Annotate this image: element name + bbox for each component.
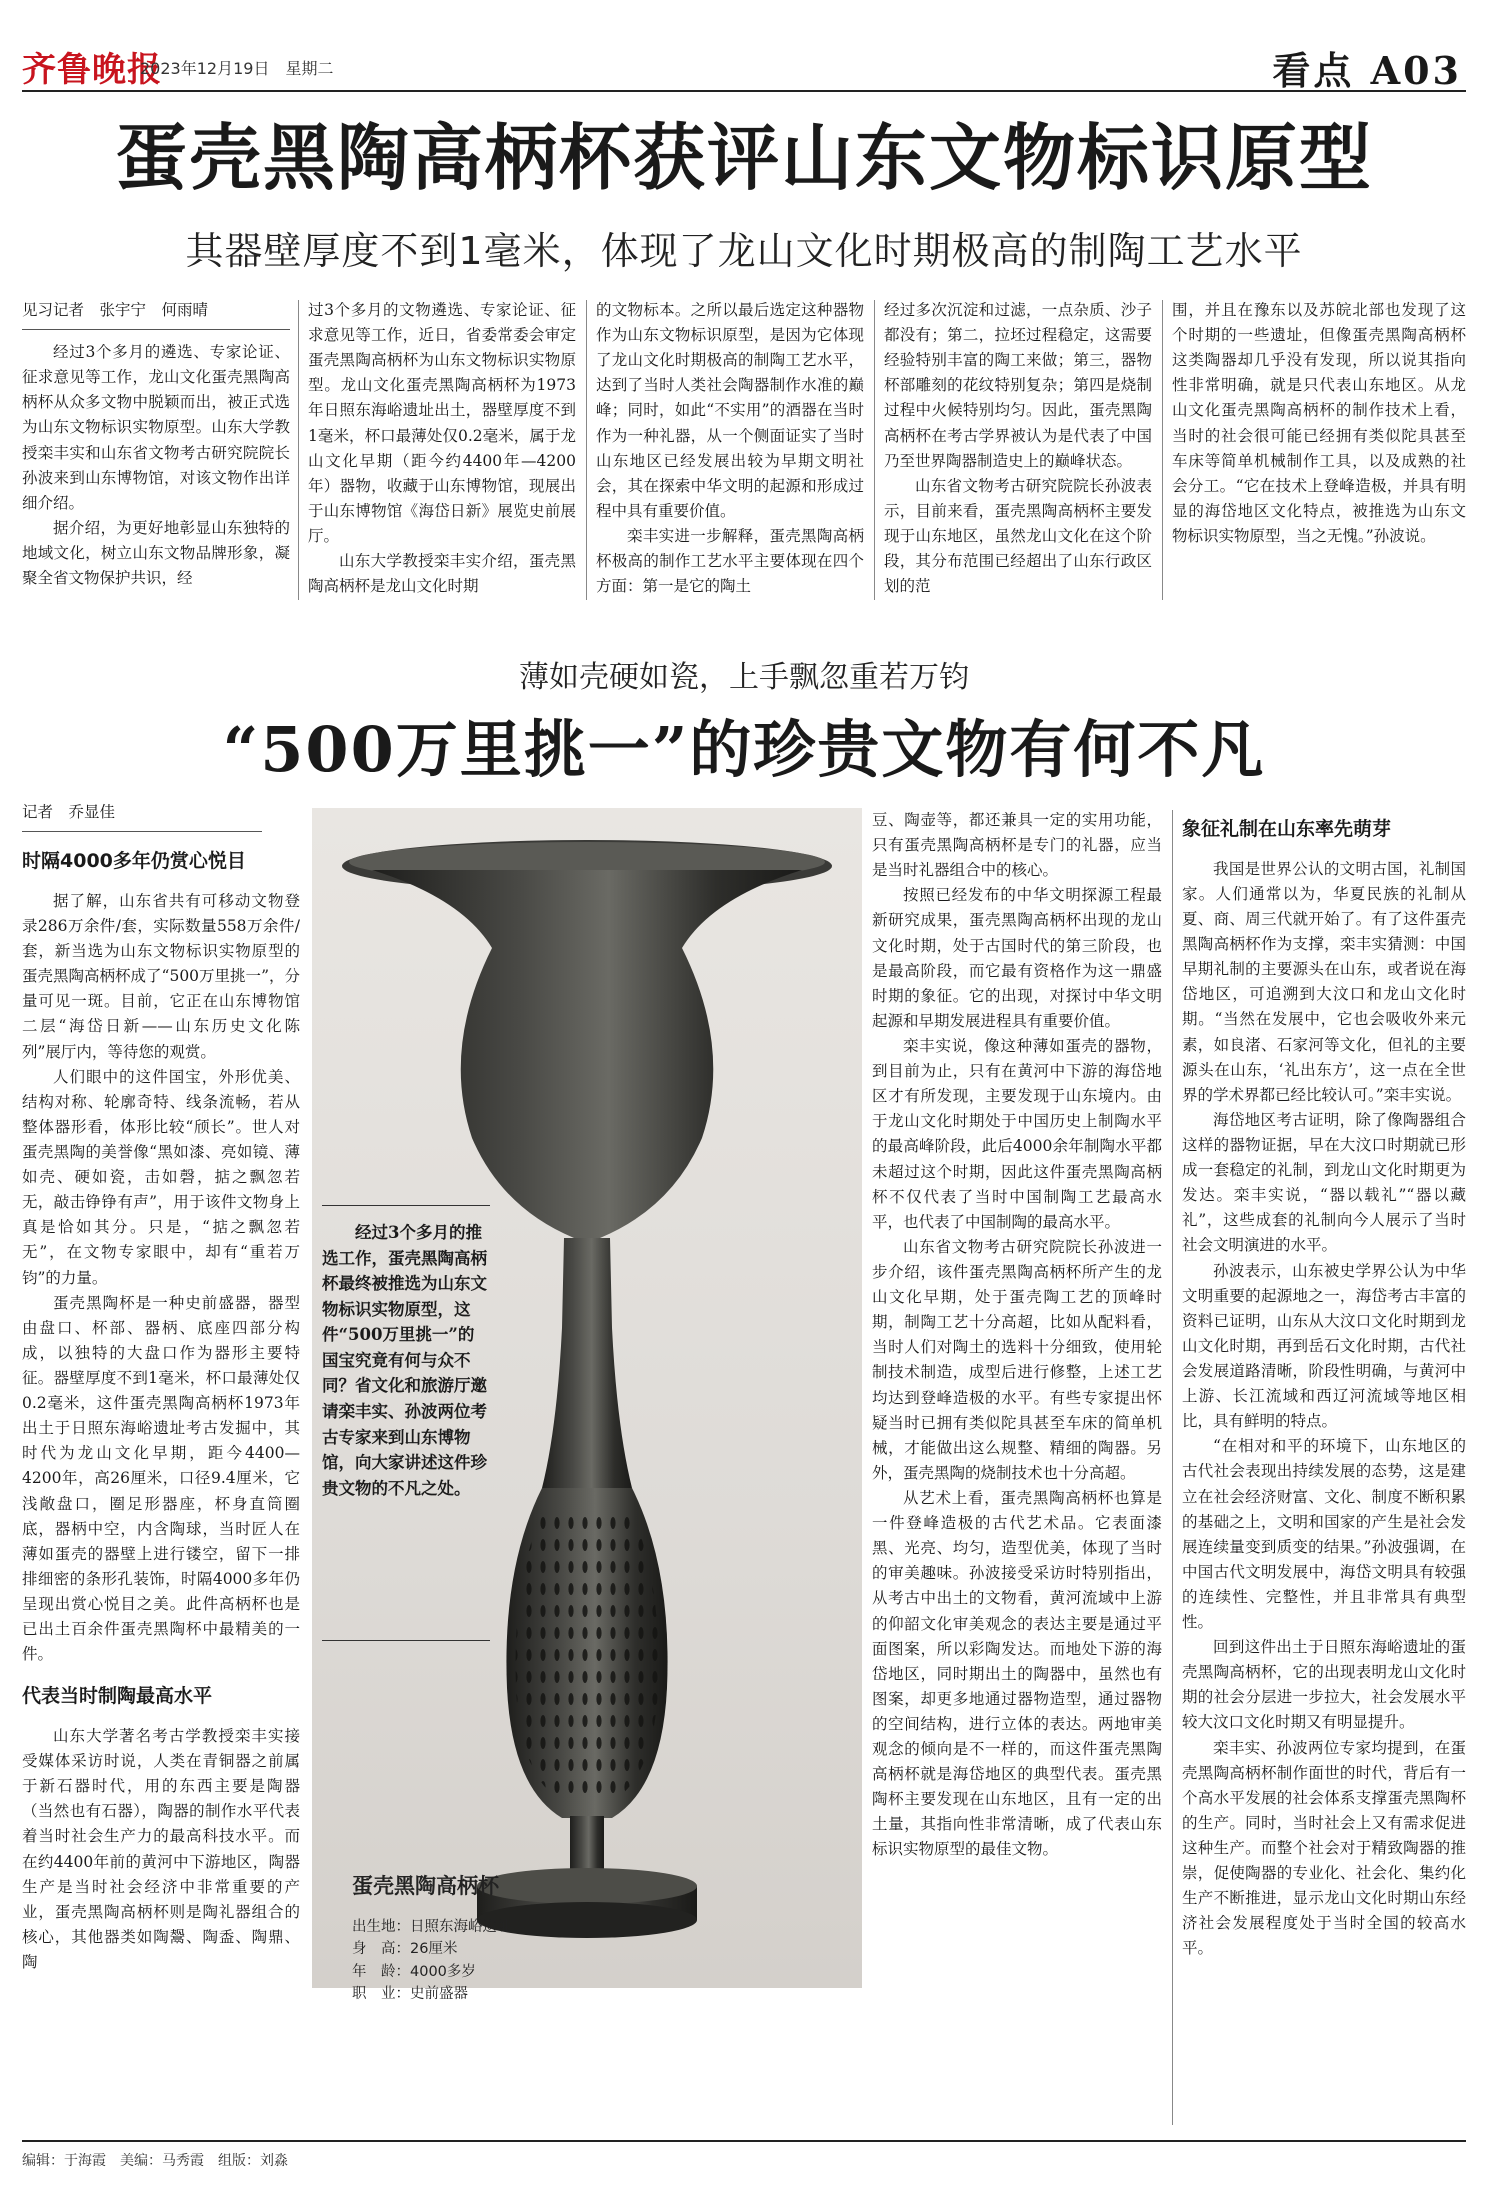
paragraph: “在相对和平的环境下，山东地区的古代社会表现出持续发展的态势，这是建立在社会经济财富、文化、制度不断积累的基础之上，文明和国家的产生是社会发展连续量变到质变的结果。”孙波强调，在中国古代文明发展中，海岱文明具有较强的连续性、完整性，并且非常具有典型性。 xyxy=(1182,1437,1466,1632)
artifact-info-row: 出生地：日照东海峪遗址 xyxy=(352,1919,512,1935)
photo-caption-box xyxy=(322,1205,490,1641)
paragraph: 据介绍，为更好地彰显山东独特的地域文化，树立山东文物品牌形象，凝聚全省文物保护共识，经 xyxy=(22,518,290,588)
paragraph: 蛋壳黑陶杯是一种史前盛器，器型由盘口、杯部、器柄、底座四部分构成，以独特的大盘口作为器形主要特征。器壁厚度不到1毫米，杯口最薄处仅0.2毫米，这件蛋壳黑陶高柄杯1973年出土于日照东海峪遗址考古发掘中，其时代为龙山文化早期，距今4400—4200年，高26厘米，口径9.4厘米，它浅敞盘口，圈足形器座，杯身直筒圈底，器柄中空，内含陶球，当时匠人在薄如蛋壳的器壁上进行镂空，留下一排排细密的条形孔装饰，时隔4000多年仍呈现出赏心悦目之美。此件高柄杯也是已出土百余件蛋壳黑陶杯中最精美的一件。 xyxy=(22,1293,300,1664)
story1-byline: 见习记者 张宇宁 何雨晴 xyxy=(22,298,290,330)
newspaper-logo: 齐鲁晚报 xyxy=(22,50,162,90)
masthead xyxy=(22,40,1466,92)
story2-kicker: 薄如壳硬如瓷，上手飘忽重若万钧 xyxy=(519,660,969,695)
paragraph: 按照已经发布的中华文明探源工程最新研究成果，蛋壳黑陶高柄杯出现的龙山文化时期，处于古国时代的第三阶段，也是最高阶段，而它最有资格作为这一鼎盛时期的象征。它的出现，对探讨中华文明起源和早期发展进程具有重要价值。 xyxy=(872,886,1162,1030)
paragraph: 过3个多月的文物遴选、专家论证、征求意见等工作，近日，省委常委会审定蛋壳黑陶高柄杯为山东文物标识实物原型。龙山文化蛋壳黑陶高柄杯为1973年日照东海峪遗址出土，器壁厚度不到1毫米，杯口最薄处仅0.2毫米，属于龙山文化早期（距今约4400年—4200年）器物，收藏于山东博物馆，现展出于山东博物馆《海岱日新》展览史前展厅。 xyxy=(308,301,576,545)
paragraph: 经过多次沉淀和过滤，一点杂质、沙子都没有；第二，拉坯过程稳定，这需要经验特别丰富的陶工来做；第三，器物杯部雕刻的花纹特别复杂；第四是烧制过程中火候特别均匀。因此，蛋壳黑陶高柄杯在考古学界被认为是代表了中国乃至世界陶器制造史上的巅峰状态。 xyxy=(884,301,1152,470)
paragraph: 经过3个多月的遴选、专家论证、征求意见等工作，龙山文化蛋壳黑陶高柄杯从众多文物中脱颖而出，被正式选为山东文物标识实物原型。山东大学教授栾丰实和山东省文物考古研究院院长孙波来到山东博物馆，对该文物作出详细介绍。 xyxy=(22,343,290,512)
paragraph: 我国是世界公认的文明古国，礼制国家。人们通常以为，华夏民族的礼制从夏、商、周三代就开始了。有了这件蛋壳黑陶高柄杯作为支撑，栾丰实猜测：中国早期礼制的主要源头在山东，或者说在海岱地区，可追溯到大汶口和龙山文化时期。“当然在发展中，它也会吸收外来元素，如良渚、石家河等文化，但礼的主要源头在山东，‘礼出东方’，这一点在全世界的学术界都已经比较认可。”栾丰实说。 xyxy=(1182,859,1466,1104)
column-divider xyxy=(874,300,875,600)
paragraph: 山东大学著名考古学教授栾丰实接受媒体采访时说，人类在青铜器之前属于新石器时代，用的东西主要是陶器（当然也有石器），陶器的制作水平代表着当时社会生产力的最高科技水平。而在约4400年前的黄河中下游地区，陶器生产是当时社会经济中非常重要的产业，蛋壳黑陶高柄杯则是陶礼器组合的核心，其他器类如陶鬶、陶盉、陶鼎、陶 xyxy=(22,1727,300,1972)
paragraph: 围，并且在豫东以及苏皖北部也发现了这个时期的一些遗址，但像蛋壳黑陶高柄杯这类陶器却几乎没有发现，所以说其指向性非常明确，就是只代表山东地区。从龙山文化蛋壳黑陶高柄杯的制作技术上看，当时的社会很可能已经拥有类似陀具甚至车床等简单机械制作工具，以及成熟的社会分工。“它在技术上登峰造极，并具有明显的海岱地区文化特点，被推选为山东文物标识实物原型，当之无愧。”孙波说。 xyxy=(1172,301,1466,545)
column-divider xyxy=(298,300,299,600)
paragraph: 豆、陶壶等，都还兼具一定的实用功能，只有蛋壳黑陶高柄杯是专门的礼器，应当是当时礼器组合中的核心。 xyxy=(872,811,1162,880)
artifact-info-row: 年 龄：4000多岁 xyxy=(352,1963,476,1980)
column-divider xyxy=(1162,300,1163,600)
caption-text: 经过3个多月的推选工作，蛋壳黑陶高柄杯最终被推选为山东文物标识实物原型，这件“500万里挑一”的国宝究竟有何与众不同？省文化和旅游厅邀请栾丰实、孙波两位考古专家来到山东博物馆，向大家讲述这件珍贵文物的不凡之处。 xyxy=(322,1223,487,1498)
artifact-info xyxy=(352,1870,612,2006)
story1-column-4 xyxy=(884,298,1152,599)
paragraph: 回到这件出土于日照东海峪遗址的蛋壳黑陶高柄杯，它的出现表明龙山文化时期的社会分层进一步拉大，社会发展水平较大汶口文化时期又有明显提升。 xyxy=(1182,1638,1466,1732)
story2-byline: 记者 乔显佳 xyxy=(22,800,262,832)
paragraph: 山东省文物考古研究院院长孙波进一步介绍，该件蛋壳黑陶高柄杯所产生的龙山文化早期，处于蛋壳陶工艺的顶峰时期，制陶工艺十分高超，比如从配料看，当时人们对陶土的选料十分细致，使用轮制技术制造，成型后进行修整，上述工艺均达到登峰造极的水平。有些专家提出怀疑当时已拥有类似陀具甚至车床的简单机械，才能做出这么规整、精细的陶器。另外，蛋壳黑陶的烧制技术也十分高超。 xyxy=(872,1237,1162,1482)
story2-middle-column xyxy=(872,808,1162,1863)
paragraph: 山东大学教授栾丰实介绍，蛋壳黑陶高柄杯是龙山文化时期 xyxy=(308,552,576,596)
paragraph: 栾丰实说，像这种薄如蛋壳的器物，到目前为止，只有在黄河中下游的海岱地区才有所发现，主要发现于山东境内。由于龙山文化时期处于中国历史上制陶水平的最高峰阶段，此后4000余年制陶水平都未超过这个时期，因此这件蛋壳黑陶高柄杯不仅代表了当时中国制陶工艺最高水平，也代表了中国制陶的最高水平。 xyxy=(872,1036,1162,1231)
story1-column-1 xyxy=(22,298,290,591)
column-divider xyxy=(1172,810,1173,2125)
story2-headline: “500万里挑一”的珍贵文物有何不凡 xyxy=(222,713,1266,786)
page-footer: 编辑：于海霞 美编：马秀霞 组版：刘淼 xyxy=(22,2140,1466,2170)
paragraph: 孙波表示，山东被史学界公认为中华文明重要的起源地之一，海岱考古丰富的资料已证明，山东从大汶口文化时期到龙山文化时期，再到岳石文化时期，古代社会发展道路清晰，阶段性明确，与黄河中上游、长江流域和西辽河流域等地区相比，具有鲜明的特点。 xyxy=(1182,1261,1466,1431)
page-section: 看点 A03 xyxy=(1272,48,1462,93)
paragraph: 栾丰实进一步解释，蛋壳黑陶高柄杯极高的制作工艺水平主要体现在四个方面：第一是它的陶土 xyxy=(596,526,864,596)
artifact-info-row: 职 业：史前盛器 xyxy=(352,1986,468,2003)
story1-subhead: 其器壁厚度不到1毫米，体现了龙山文化时期极高的制陶工艺水平 xyxy=(185,229,1303,273)
paragraph: 人们眼中的这件国宝，外形优美、结构对称、轮廓奇特、线条流畅，若从整体器形看，体形比较“颀长”。世人对蛋壳黑陶的美誉像“黑如漆、亮如镜、薄如壳、硬如瓷，击如磬，掂之飘忽若无，敲击铮铮有声”，用于该件文物身上真是恰如其分。只是，“掂之飘忽若无”，在文物专家眼中，却有“重若万钧”的力量。 xyxy=(22,1067,300,1287)
story1-column-3 xyxy=(596,298,864,599)
paragraph: 的文物标本。之所以最后选定这种器物作为山东文物标识原型，是因为它体现了龙山文化时期极高的制陶工艺水平，达到了当时人类社会陶器制作水准的巅峰；同时，如此“不实用”的酒器在当时作为一种礼器，从一个侧面证实了当时山东地区已经发展出较为早期文明社会，其在探索中华文明的起源和形成过程中具有重要价值。 xyxy=(596,301,864,520)
paragraph: 据了解，山东省共有可移动文物登录286万余件/套，实际数量558万余件/套，新当选为山东文物标识实物原型的蛋壳黑陶高柄杯成了“500万里挑一”，分量可见一斑。目前，它正在山东博物馆二层“海岱日新——山东历史文化陈列”展厅内，等待您的观赏。 xyxy=(22,891,300,1061)
paragraph: 从艺术上看，蛋壳黑陶高柄杯也算是一件登峰造极的古代艺术品。它表面漆黑、光亮、均匀，造型优美，体现了当时的审美趣味。孙波接受采访时特别指出，从考古中出土的文物看，黄河流域中上游的仰韶文化审美观念的表达主要是通过平面图案，所以彩陶发达。而地处下游的海岱地区，同时期出土的陶器中，虽然也有图案，却更多地通过器物造型，通过器物的空间结构，进行立体的表达。两地审美观念的倾向是不一样的，而这件蛋壳黑陶高柄杯就是海岱地区的典型代表。蛋壳黑陶杯主要发现在山东地区，且有一定的出土量，其指向性非常清晰，成了代表山东标识实物原型的最佳文物。 xyxy=(872,1488,1162,1859)
story1-column-2 xyxy=(308,298,576,599)
subheading: 象征礼制在山东率先萌芽 xyxy=(1182,818,1392,840)
subheading: 代表当时制陶最高水平 xyxy=(22,1685,213,1708)
subheading: 时隔4000多年仍赏心悦目 xyxy=(22,850,246,873)
story2-left-column xyxy=(22,800,300,1975)
artifact-title: 蛋壳黑陶高柄杯 xyxy=(352,1874,499,1898)
paragraph: 山东省文物考古研究院院长孙波表示，目前来看，蛋壳黑陶高柄杯主要发现于山东地区，虽然龙山文化在这个阶段，其分布范围已经超出了山东行政区划的范 xyxy=(884,476,1152,596)
issue-date: 2023年12月19日 星期二 xyxy=(140,59,334,78)
paragraph: 海岱地区考古证明，除了像陶器组合这样的器物证据，早在大汶口时期就已形成一套稳定的礼制，到龙山文化时期更为发达。栾丰实说，“器以载礼”“器以藏礼”，这些成套的礼制向今人展示了当时社会文明演进的水平。 xyxy=(1182,1110,1466,1255)
column-divider xyxy=(586,300,587,600)
paragraph: 栾丰实、孙波两位专家均提到，在蛋壳黑陶高柄杯制作面世的时代，背后有一个高水平发展的社会体系支撑蛋壳黑陶杯的生产。同时，当时社会上又有需求促进这种生产。而整个社会对于精致陶器的推崇，促使陶器的专业化、社会化、集约化生产不断推进，显示龙山文化时期山东经济社会发展程度处于当时全国的较高水平。 xyxy=(1182,1738,1466,1958)
story2-right-column xyxy=(1182,808,1466,1962)
artifact-info-row: 身 高：26厘米 xyxy=(352,1941,458,1958)
story1-headline: 蛋壳黑陶高柄杯获评山东文物标识原型 xyxy=(114,115,1373,200)
story1-column-5 xyxy=(1172,298,1466,549)
